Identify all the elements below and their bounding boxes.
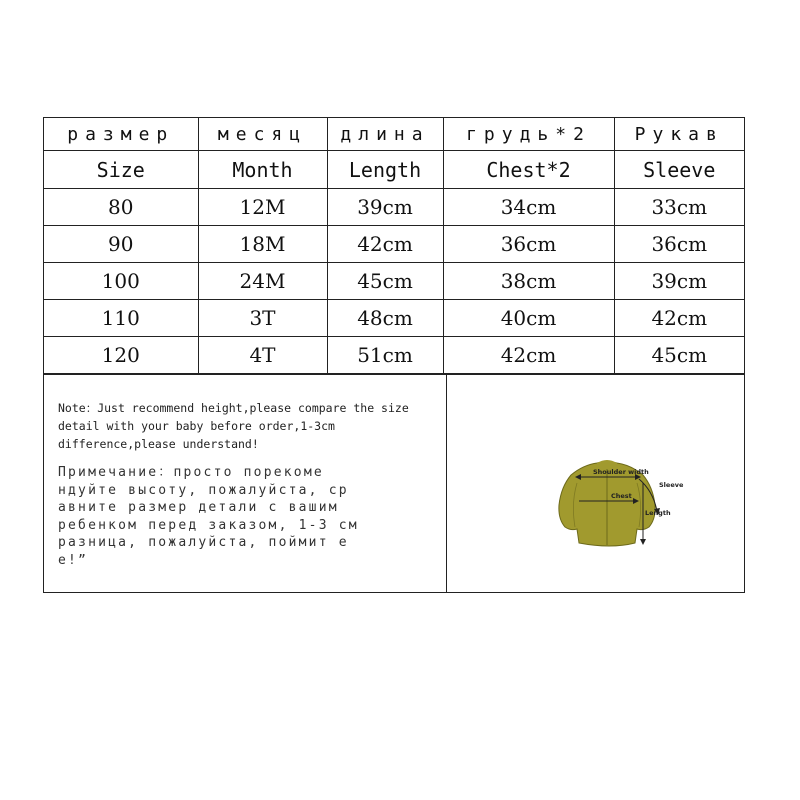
header-ru-sleeve-text: Рукав	[634, 123, 724, 145]
table-row	[44, 189, 744, 226]
header-ru-length	[327, 118, 443, 151]
cell-month: 24M	[198, 263, 327, 300]
cell-sleeve: 36cm	[614, 226, 744, 263]
header-ru-sleeve	[614, 118, 744, 151]
label-sleeve: Sleeve	[659, 481, 684, 489]
header-length: Length	[327, 151, 443, 189]
cell-length: 42cm	[327, 226, 443, 263]
label-shoulder-width: Shoulder width	[593, 468, 649, 476]
cell-length: 45cm	[327, 263, 443, 300]
cell-sleeve: 45cm	[614, 337, 744, 374]
cell-length: 48cm	[327, 300, 443, 337]
cell-chest: 40cm	[443, 300, 614, 337]
cell-month: 3T	[198, 300, 327, 337]
header-ru-length-text: длина	[340, 123, 430, 145]
label-chest: Chest	[611, 492, 632, 500]
cell-length: 51cm	[327, 337, 443, 374]
size-chart	[43, 117, 745, 593]
cell-month: 18M	[198, 226, 327, 263]
cell-chest: 42cm	[443, 337, 614, 374]
header-ru-chest-text: грудь*2	[466, 123, 591, 145]
jacket-diagram-svg	[531, 453, 691, 553]
table-row	[44, 226, 744, 263]
header-sleeve: Sleeve	[614, 151, 744, 189]
header-chest: Chest*2	[443, 151, 614, 189]
header-ru-month	[198, 118, 327, 151]
divider	[44, 374, 744, 375]
header-size: Size	[44, 151, 198, 189]
cell-sleeve: 39cm	[614, 263, 744, 300]
cell-size: 80	[44, 189, 198, 226]
cell-month: 4T	[198, 337, 327, 374]
header-ru-size	[44, 118, 198, 151]
cell-sleeve: 42cm	[614, 300, 744, 337]
label-length: Length	[645, 509, 671, 517]
header-ru-chest	[443, 118, 614, 151]
cell-size: 90	[44, 226, 198, 263]
header-row-russian	[44, 118, 744, 151]
cell-size: 120	[44, 337, 198, 374]
size-table	[44, 118, 744, 374]
cell-chest: 34cm	[443, 189, 614, 226]
table-row	[44, 337, 744, 374]
cell-size: 100	[44, 263, 198, 300]
note-english: Note：Just recommend height,please compare the size detail with your baby before order,1-3cm difference,please understand!	[58, 401, 409, 451]
header-row-english	[44, 151, 744, 189]
cell-length: 39cm	[327, 189, 443, 226]
note-russian: Примечание：просто порекоме ндуйте высоту, пожалуйста, ср авните размер детали с вашим ребенком перед заказом, 1-3 см разница, пожалуйста, поймит е е!”	[58, 465, 359, 568]
jacket-measurement-diagram	[531, 453, 691, 553]
header-ru-month-text: месяц	[217, 123, 308, 145]
cell-month: 12M	[198, 189, 327, 226]
cell-chest: 38cm	[443, 263, 614, 300]
cell-chest: 36cm	[443, 226, 614, 263]
header-ru-size-text: размер	[67, 123, 175, 145]
cell-sleeve: 33cm	[614, 189, 744, 226]
table-row	[44, 300, 744, 337]
table-row	[44, 263, 744, 300]
cell-size: 110	[44, 300, 198, 337]
header-month: Month	[198, 151, 327, 189]
